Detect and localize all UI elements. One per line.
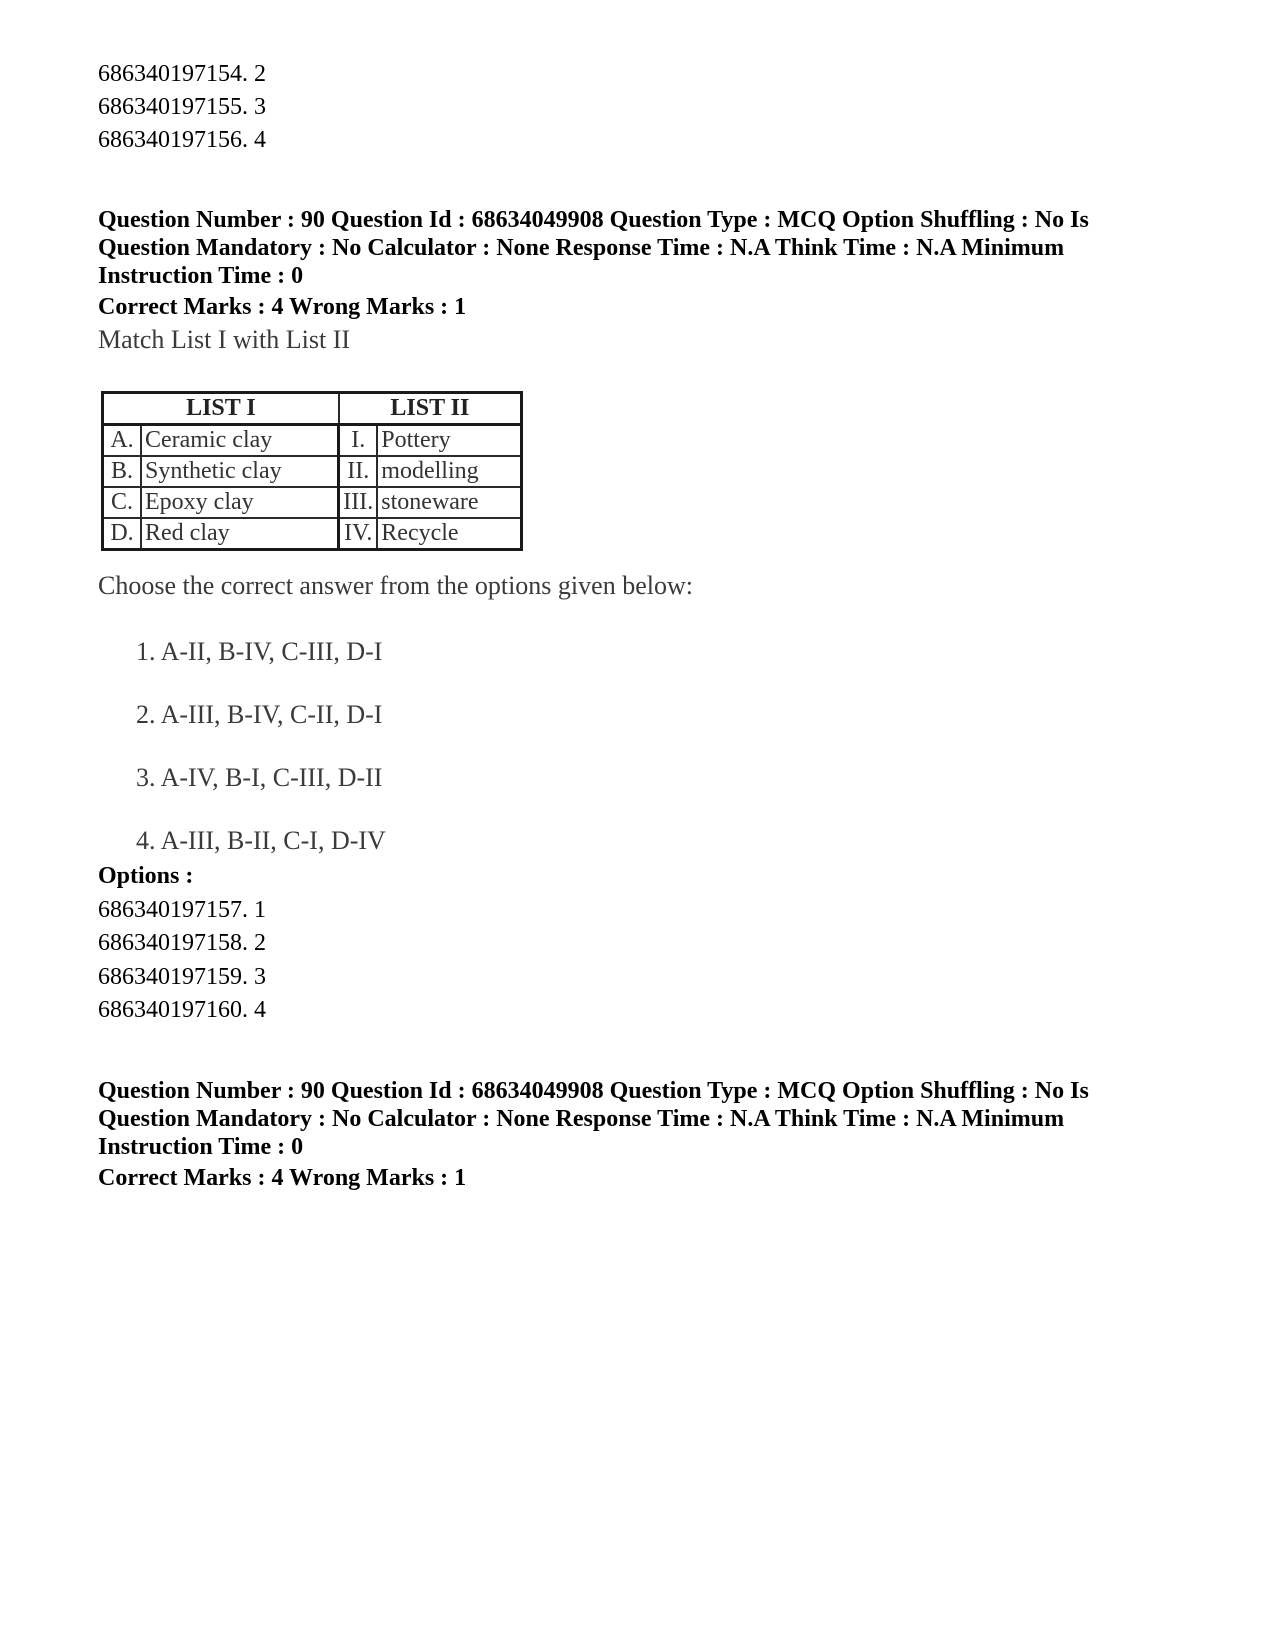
- option-line: 686340197158. 2: [98, 930, 266, 956]
- list1-key: A.: [103, 425, 142, 457]
- option-line: 686340197154. 2: [98, 61, 266, 87]
- match-table: [101, 391, 523, 551]
- instruction-text: Choose the correct answer from the options given below:: [98, 571, 693, 600]
- question-prompt: Match List I with List II: [98, 325, 351, 354]
- table-row: [103, 487, 522, 518]
- list1-key: C.: [103, 487, 142, 518]
- list1-key: D.: [103, 518, 142, 550]
- question-header: Question Number : 90 Question Id : 68634049908 Question Type : MCQ Option Shuffling : No Is Question Mandatory : No Calculator : None Response Time : N.A Think Time : N.A Minimum Instruction Time : 0: [98, 1078, 1089, 1160]
- table-row: [103, 425, 522, 457]
- marks-line: Correct Marks : 4 Wrong Marks : 1: [98, 294, 467, 320]
- list1-item: Ceramic clay: [141, 425, 339, 457]
- question-header: Question Number : 90 Question Id : 68634049908 Question Type : MCQ Option Shuffling : No Is Question Mandatory : No Calculator : None Response Time : N.A Think Time : N.A Minimum Instruction Time : 0: [98, 207, 1089, 289]
- list1-item: Epoxy clay: [141, 487, 339, 518]
- list1-item: Synthetic clay: [141, 456, 339, 487]
- list2-key: II.: [339, 456, 378, 487]
- list2-key: IV.: [339, 518, 378, 550]
- table-row: [103, 456, 522, 487]
- list2-item: modelling: [377, 456, 521, 487]
- list1-key: B.: [103, 456, 142, 487]
- table-row: [103, 518, 522, 550]
- answer-option: 1. A-II, B-IV, C-III, D-I: [136, 637, 383, 666]
- option-line: 686340197159. 3: [98, 964, 266, 990]
- list2-key: III.: [339, 487, 378, 518]
- list2-item: Recycle: [377, 518, 521, 550]
- option-line: 686340197160. 4: [98, 997, 266, 1023]
- option-line: 686340197157. 1: [98, 897, 266, 923]
- answer-option: 3. A-IV, B-I, C-III, D-II: [136, 763, 383, 792]
- list2-key: I.: [339, 425, 378, 457]
- answer-option: 4. A-III, B-II, C-I, D-IV: [136, 826, 386, 855]
- options-label: Options :: [98, 863, 194, 889]
- option-line: 686340197156. 4: [98, 127, 266, 153]
- list2-header: LIST II: [339, 393, 522, 425]
- answer-option: 2. A-III, B-IV, C-II, D-I: [136, 700, 383, 729]
- marks-line: Correct Marks : 4 Wrong Marks : 1: [98, 1165, 467, 1191]
- list2-item: Pottery: [377, 425, 521, 457]
- list1-header: LIST I: [103, 393, 339, 425]
- option-line: 686340197155. 3: [98, 94, 266, 120]
- list1-item: Red clay: [141, 518, 339, 550]
- list2-item: stoneware: [377, 487, 521, 518]
